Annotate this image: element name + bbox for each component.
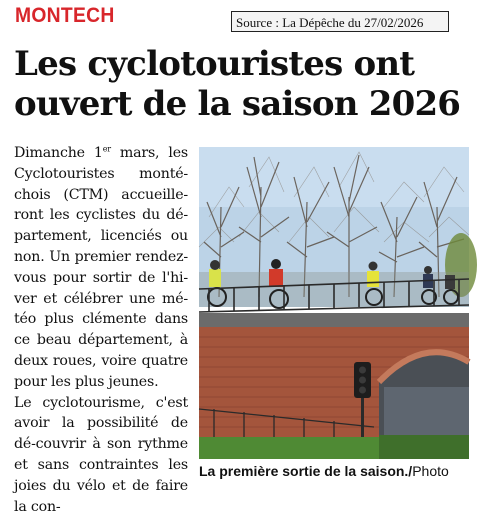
section-label: MONTECH (15, 4, 115, 27)
caption-credit: Photo (412, 463, 449, 479)
headline-line-1: Les cyclotouristes ont (14, 44, 415, 84)
article-paragraph-2: Le cyclotourisme, c'est avoir la possibilité de dé-couvrir à son rythme et sans contraintes les joies du vélo et de faire la con- (14, 394, 188, 515)
headline-line-2: ouvert de la saison 2026 (14, 84, 461, 124)
ordinal-suffix: er (102, 144, 111, 154)
source-note: Source : La Dépêche du 27/02/2026 (231, 11, 449, 32)
article-paragraph-1 (14, 143, 188, 393)
article-photo (199, 147, 469, 459)
paragraph-1-start: Dimanche 1 (14, 145, 103, 161)
article-body (14, 143, 188, 517)
paragraph-1-rest: mars, les Cyclotouristes monté-chois (CTM) accueille-ront les cyclistes du dé-partement, licenciés ou non. Un premier rendez-vous pour sortir de l'hi-ver et célébrer une mé-téo plus clémente dans ce beau département, à deux roues, voire quatre pour les plus jeunes. (14, 145, 188, 390)
article-headline (14, 44, 474, 124)
caption-title: La première sortie de la saison./ (199, 463, 413, 479)
photo-caption (199, 463, 479, 479)
